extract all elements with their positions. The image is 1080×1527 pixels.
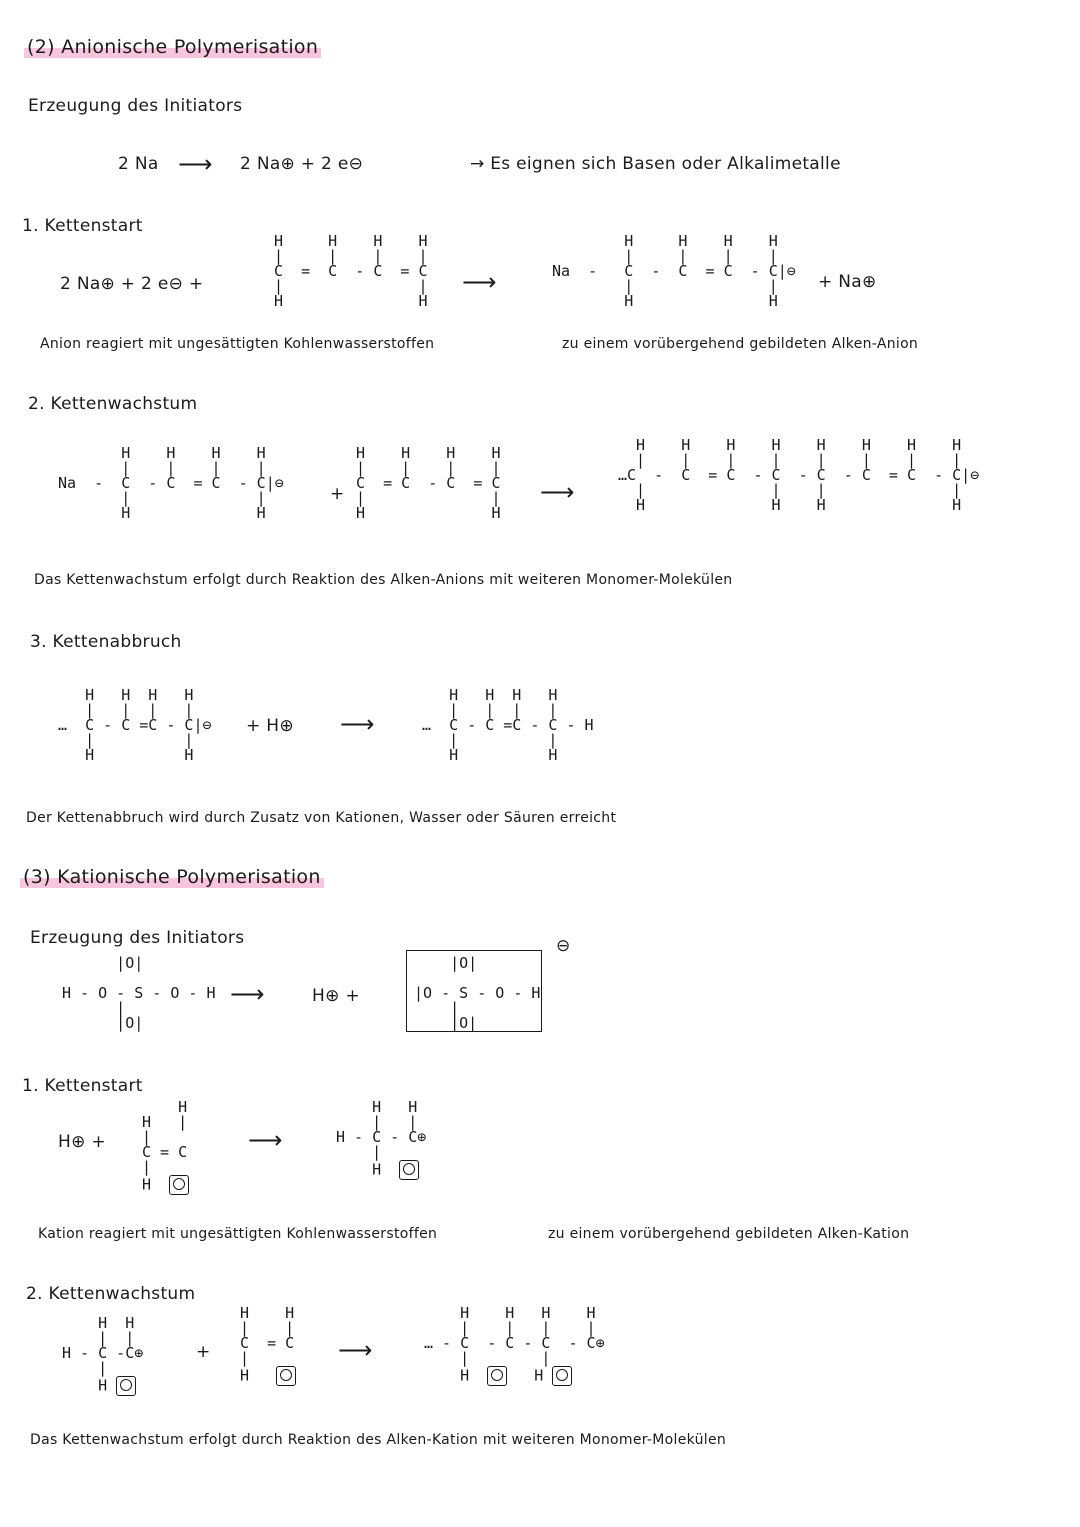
alkene-anion-chain: H H H H | | | | Na - C - C = C - C|⊖ | | H H bbox=[58, 444, 284, 522]
anionic-initiator-left: 2 Na bbox=[118, 154, 159, 174]
anionic-step3-title: 3. Kettenabbruch bbox=[30, 632, 182, 652]
cationic-step2-text: Das Kettenwachstum erfolgt durch Reaktion des Alken-Kation mit weiteren Monomer-Molekülen bbox=[30, 1432, 727, 1448]
hydrogensulfate-structure: |O| |O - S - O - H | |O| bbox=[414, 954, 541, 1032]
anionic-initiator-title: Erzeugung des Initiators bbox=[28, 96, 243, 116]
reaction-arrow: ⟶ bbox=[178, 150, 213, 178]
butadiene-structure: H H H H | | | | C = C - C = C | | H H bbox=[274, 232, 428, 310]
growing-anion-chain: H H H H H H H H | | | | | | | | …C - C = C - C - C - C = C - C|⊖ | | | | H H H H bbox=[618, 436, 980, 514]
reaction-arrow: ⟶ bbox=[248, 1126, 283, 1154]
anionic-initiator-right: 2 Na⊕ + 2 e⊖ bbox=[240, 154, 364, 174]
cationic-step1-text-b: zu einem vorübergehend gebildeten Alken-Kation bbox=[548, 1226, 910, 1242]
styrene-monomer: H H | | C = C | H bbox=[240, 1304, 295, 1385]
sulfuric-acid-structure: |O| H - O - S - O - H | |O| bbox=[62, 954, 216, 1032]
reaction-arrow: ⟶ bbox=[338, 1336, 373, 1364]
cationic-step2-title: 2. Kettenwachstum bbox=[26, 1284, 196, 1304]
anionic-step1-title: 1. Kettenstart bbox=[22, 216, 143, 236]
reaction-arrow: ⟶ bbox=[462, 268, 497, 296]
plus-sign: + bbox=[330, 484, 345, 504]
monomer-structure: H H H H | | | | C = C - C = C | | H H bbox=[356, 444, 501, 522]
proton-addition: + H⊕ bbox=[246, 716, 294, 736]
cationic-initiator-charge: ⊖ bbox=[556, 936, 571, 956]
anionic-step2-text: Das Kettenwachstum erfolgt durch Reaktion des Alken-Anions mit weiteren Monomer-Molekülen bbox=[34, 572, 733, 588]
anionic-step1-text-b: zu einem vorübergehend gebildeten Alken-Anion bbox=[562, 336, 919, 352]
cationic-step1-text-a: Kation reagiert mit ungesättigten Kohlenwasserstoffen bbox=[38, 1226, 438, 1242]
benzene-ring-icon bbox=[116, 1376, 136, 1396]
anionic-initiator-note: → Es eignen sich Basen oder Alkalimetalle bbox=[470, 154, 841, 174]
styrene-structure: H H | | C = C | H bbox=[142, 1098, 188, 1194]
reaction-arrow: ⟶ bbox=[230, 980, 265, 1008]
anionic-step1-left: 2 Na⊕ + 2 e⊖ + bbox=[60, 274, 204, 294]
cationic-initiator-title: Erzeugung des Initiators bbox=[30, 928, 245, 948]
cationic-step1-title: 1. Kettenstart bbox=[22, 1076, 143, 1096]
cation-chain-start: H H | | H - C -C⊕ | H bbox=[62, 1314, 144, 1395]
anionic-step3-text: Der Kettenabbruch wird durch Zusatz von Kationen, Wasser oder Säuren erreicht bbox=[26, 810, 617, 826]
cationic-initiator-plus: H⊕ + bbox=[312, 986, 360, 1006]
reaction-arrow: ⟶ bbox=[540, 478, 575, 506]
reaction-arrow: ⟶ bbox=[340, 710, 375, 738]
growing-cation-chain: H H H H | | | | … - C - C - C - C⊕ | | H H bbox=[424, 1304, 605, 1385]
benzene-ring-icon bbox=[169, 1175, 189, 1195]
cationic-step1-left: H⊕ + bbox=[58, 1132, 106, 1152]
anionic-heading: (2) Anionische Polymerisation bbox=[24, 36, 321, 58]
chain-end-anion: H H H H | | | | … C - C =C - C|⊖ | | H H bbox=[58, 686, 212, 764]
plus-sign: + bbox=[196, 1342, 211, 1362]
anionic-step2-title: 2. Kettenwachstum bbox=[28, 394, 198, 414]
cationic-heading: (3) Kationische Polymerisation bbox=[20, 866, 324, 888]
alkene-anion-structure: H H H H | | | | Na - C - C = C - C|⊖ | | H H bbox=[552, 232, 796, 310]
anionic-step1-text-a: Anion reagiert mit ungesättigten Kohlenwasserstoffen bbox=[40, 336, 435, 352]
benzene-ring-icon bbox=[399, 1160, 419, 1180]
benzene-ring-icon bbox=[487, 1366, 507, 1386]
anionic-step1-product-tail: + Na⊕ bbox=[818, 272, 877, 292]
terminated-chain: H H H H | | | | … C - C =C - C - H | | H H bbox=[422, 686, 594, 764]
alkene-cation-structure: H H | | H - C - C⊕ | H bbox=[336, 1098, 427, 1179]
benzene-ring-icon bbox=[276, 1366, 296, 1386]
benzene-ring-icon bbox=[552, 1366, 572, 1386]
